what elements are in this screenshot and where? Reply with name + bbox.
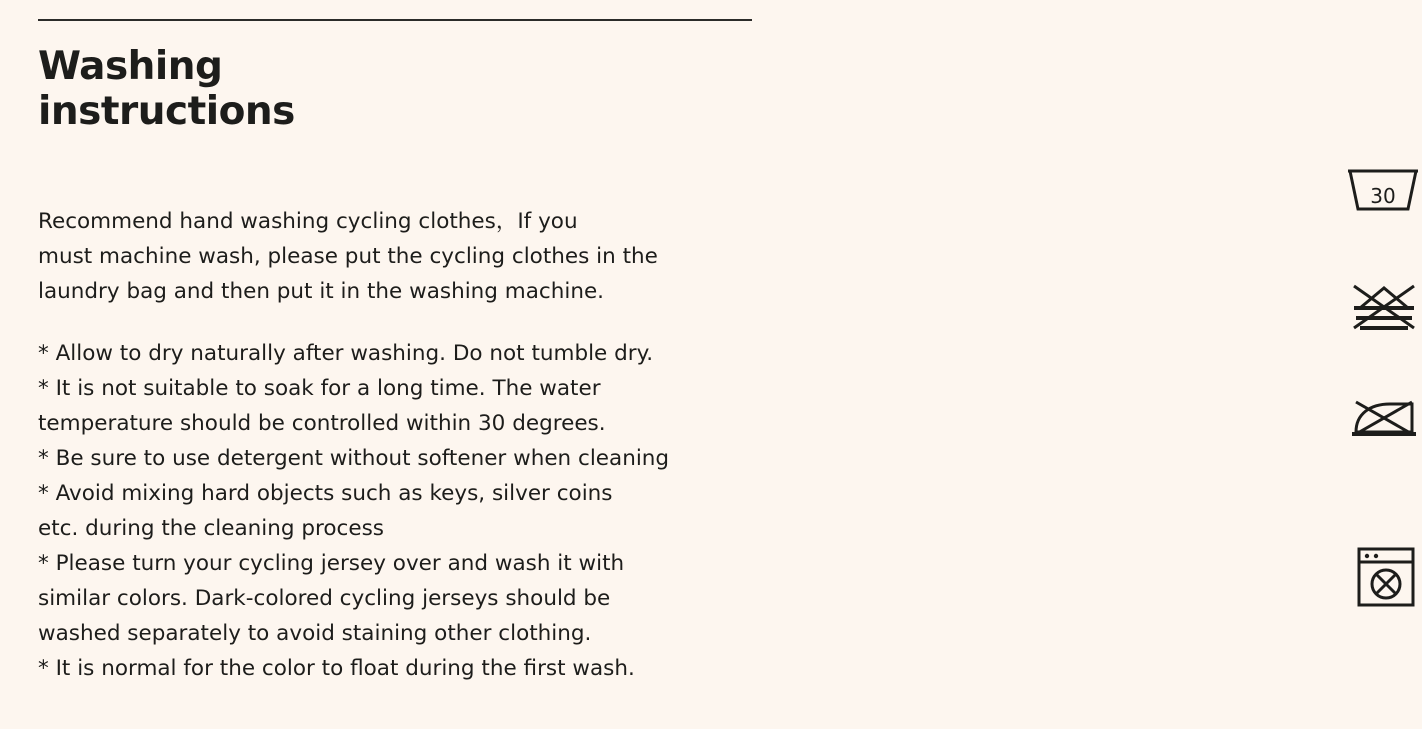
intro-line: must machine wash, please put the cycling clothes in the xyxy=(38,244,658,269)
intro-line: laundry bag and then put it in the washing machine. xyxy=(38,279,605,304)
no-bleach-icon xyxy=(1356,546,1416,608)
bullet-line: * It is not suitable to soak for a long time. The water xyxy=(38,376,601,401)
no-tumble-dry-icon xyxy=(1346,278,1422,336)
wash-temperature-label: 30 xyxy=(1370,184,1396,208)
bullet-item xyxy=(38,546,710,651)
bullet-line: * Avoid mixing hard objects such as keys, silver coins xyxy=(38,481,613,506)
no-iron-icon xyxy=(1350,394,1420,446)
bullet-line: * It is normal for the color to float during the first wash. xyxy=(38,656,635,681)
wash-tub-icon xyxy=(1346,165,1420,215)
bullet-line: temperature should be controlled within 30 degrees. xyxy=(38,411,606,436)
bullet-line: washed separately to avoid staining other clothing. xyxy=(38,621,592,646)
bullet-item xyxy=(38,651,710,686)
intro-line: Recommend hand washing cycling clothes，If you xyxy=(38,209,578,234)
page-title xyxy=(38,44,458,134)
bullet-item xyxy=(38,371,710,441)
paragraph-spacer xyxy=(38,309,710,336)
bullet-line: similar colors. Dark-colored cycling jerseys should be xyxy=(38,586,611,611)
care-symbols-group xyxy=(670,0,1396,729)
intro-paragraph xyxy=(38,204,710,309)
header-divider xyxy=(38,19,752,21)
bullet-item xyxy=(38,441,710,476)
bullet-line: etc. during the cleaning process xyxy=(38,516,384,541)
bullet-line: * Be sure to use detergent without softener when cleaning xyxy=(38,446,670,471)
page-title-line-2: instructions xyxy=(38,89,295,134)
bullet-line: * Please turn your cycling jersey over and wash it with xyxy=(38,551,625,576)
bullet-item xyxy=(38,476,710,546)
bullet-item xyxy=(38,336,710,371)
instructions-body xyxy=(38,204,710,686)
page-title-line-1: Washing xyxy=(38,44,223,89)
bullet-line: * Allow to dry naturally after washing. Do not tumble dry. xyxy=(38,341,654,366)
